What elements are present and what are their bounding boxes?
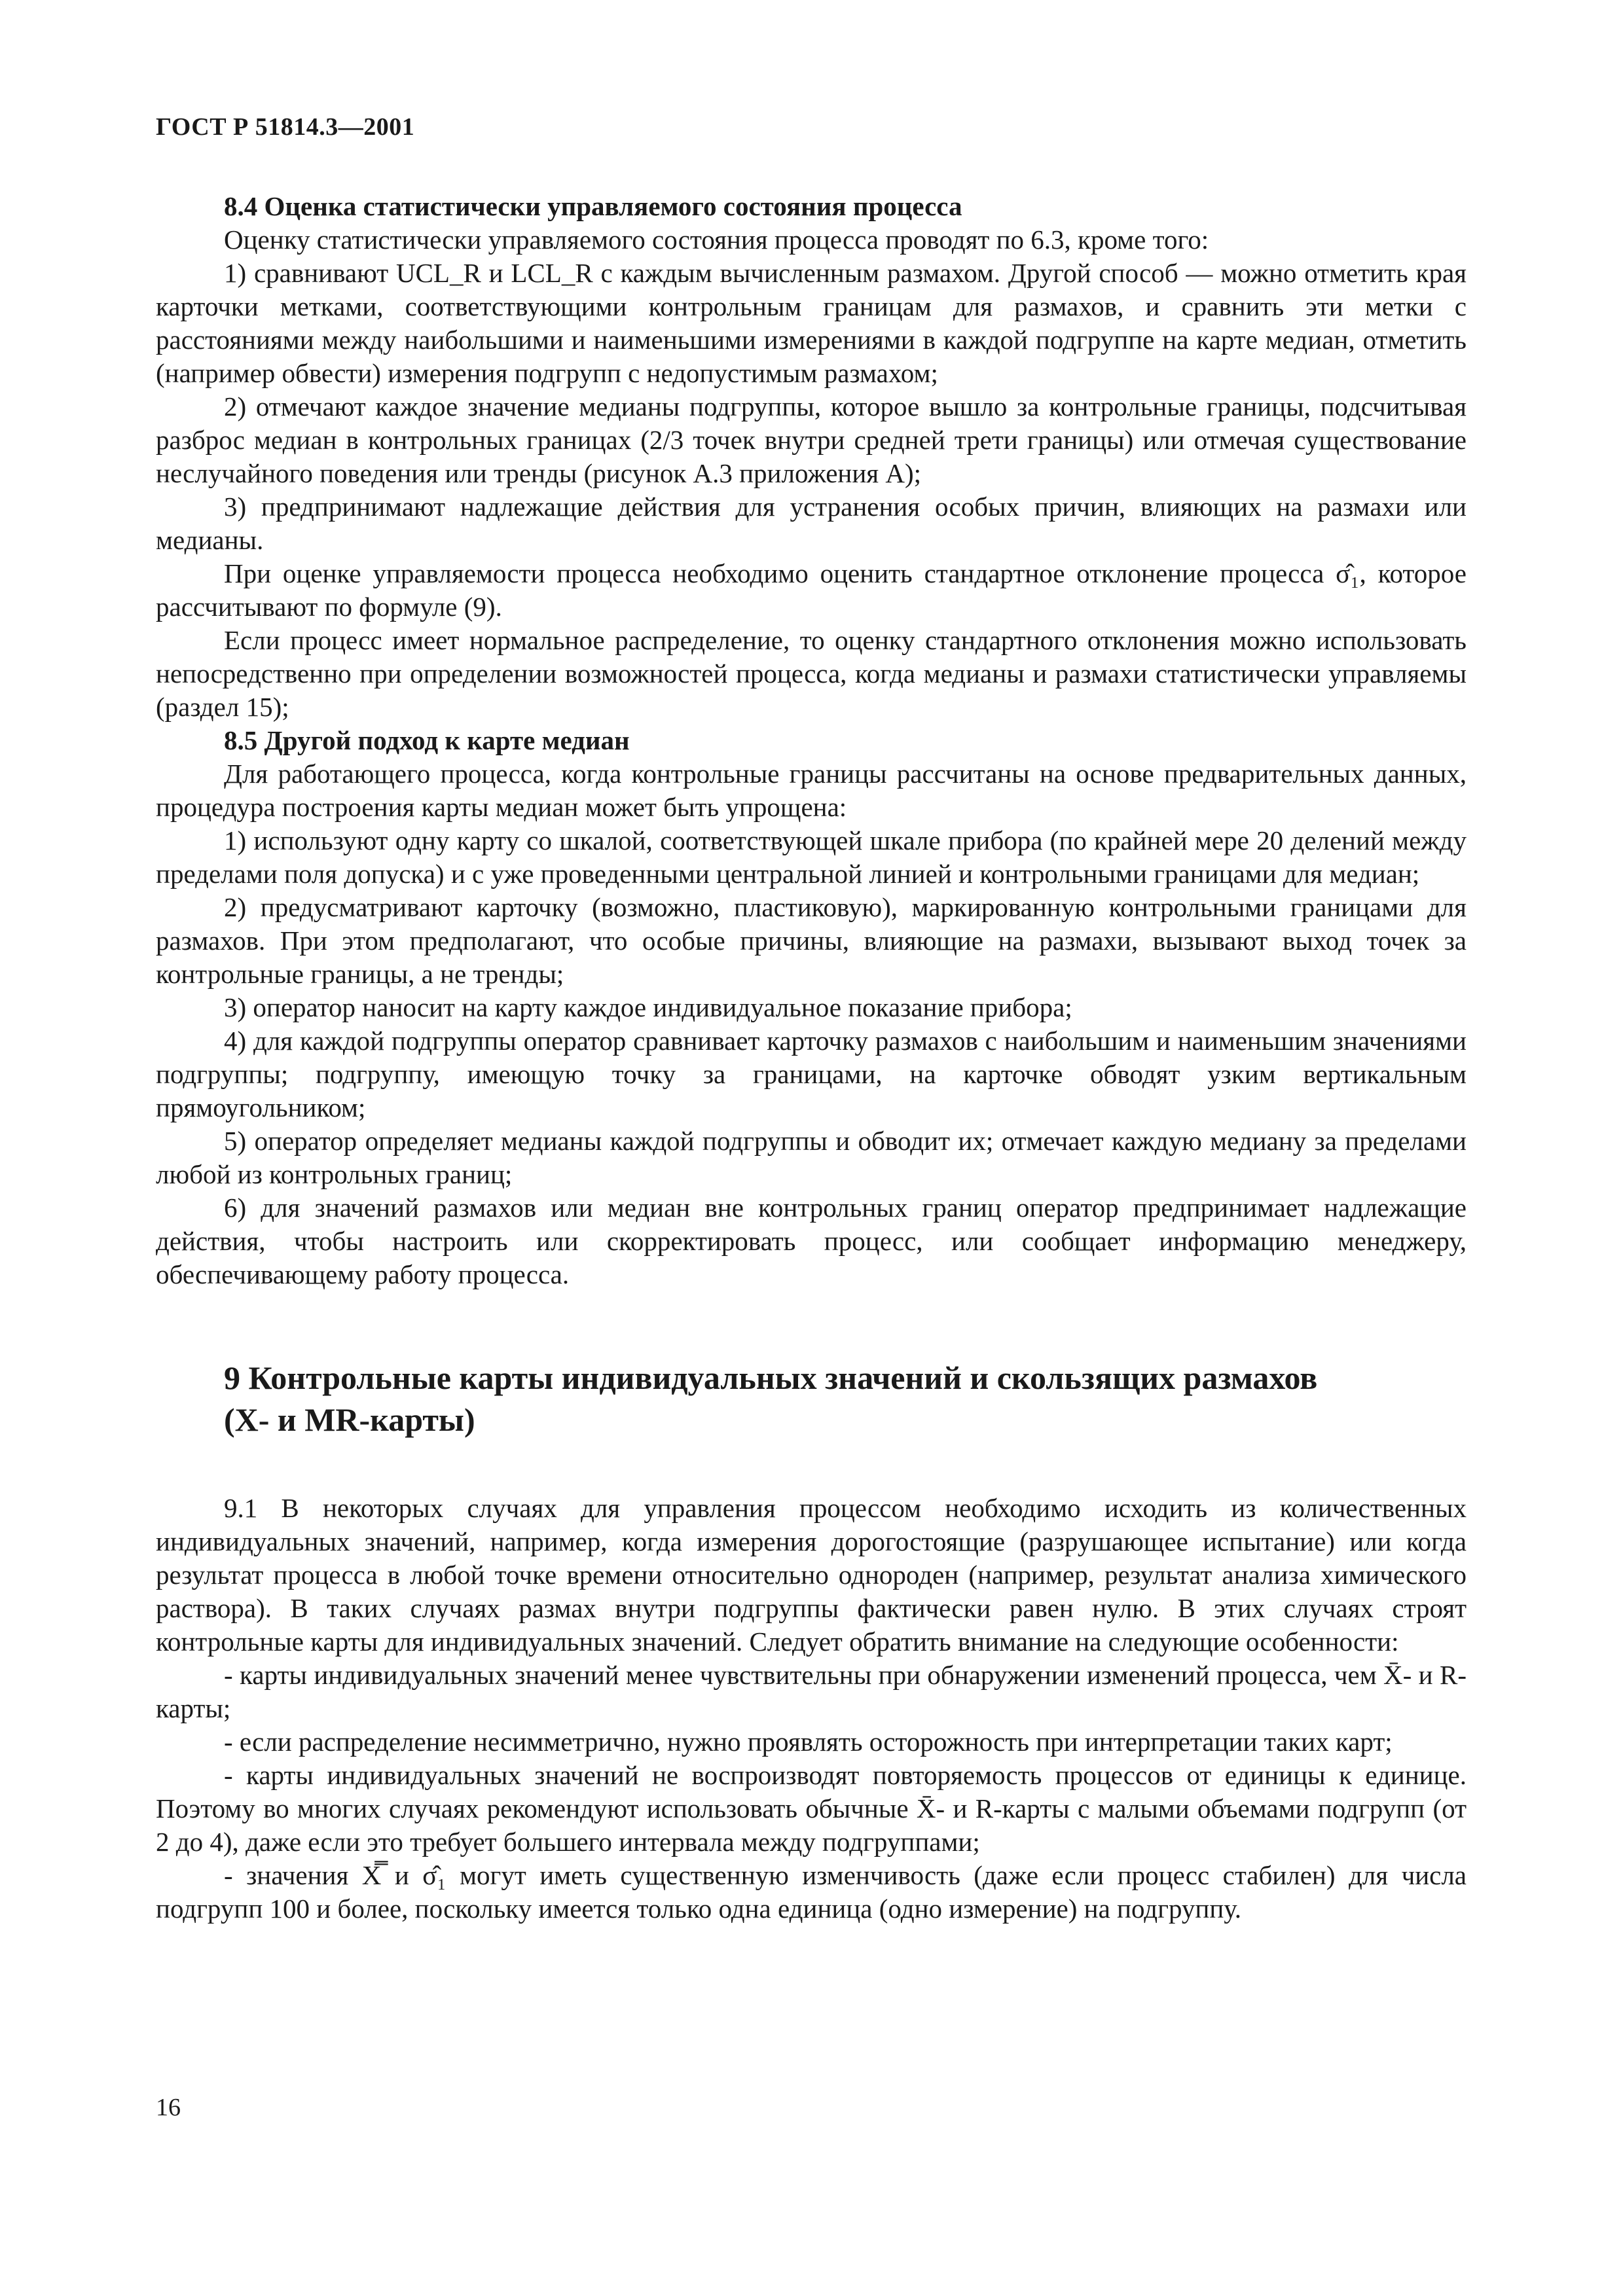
section-9-list-item: - карты индивидуальных значений не воспроизводят повторяемость процессов от единицы к единице. Поэтому во многих случаях рекомендуют использовать обычные X̄- и R-карты с малыми объемами подгрупп (от 2 до 4), даже если это требует большего интервала между подгруппами;	[156, 1760, 1467, 1857]
section-9-list-item: - значения X̿ и σ̂₁ могут иметь существенную изменчивость (даже если процесс стабилен) для числа подгрупп 100 и более, поскольку имеется только одна единица (одно измерение) на подгруппу.	[156, 1860, 1467, 1924]
document-body	[156, 190, 1467, 1926]
section-9-title-line1: 9 Контрольные карты индивидуальных значений и скользящих размахов	[224, 1359, 1318, 1396]
section-9-list-item: - если распределение несимметрично, нужно проявлять осторожность при интерпретации таких карт;	[224, 1727, 1393, 1757]
section-8-5-heading: 8.5 Другой подход к карте медиан	[224, 725, 630, 755]
section-9-paragraph: 9.1 В некоторых случаях для управления процессом необходимо исходить из количественных индивидуальных значений, например, когда измерения дорогостоящие (разрушающее испытание) или когда результат процесса в любой точке времени относительно однороден (например, результат анализа химического раствора). В таких случаях размах внутри подгруппы фактически равен нулю. В этих случаях строят контрольные карты для индивидуальных значений. Следует обратить внимание на следующие особенности:	[156, 1493, 1467, 1657]
section-8-4-paragraph: Оценку статистически управляемого состояния процесса проводят по 6.3, кроме того:	[224, 224, 1209, 255]
section-8-4-paragraph: При оценке управляемости процесса необходимо оценить стандартное отклонение процесса σ̂₁, которое рассчитывают по формуле (9).	[156, 558, 1467, 622]
section-9-title-line2: (X- и MR-карты)	[224, 1401, 475, 1438]
section-9-list-item: - карты индивидуальных значений менее чувствительны при обнаружении изменений процесса, чем X̄- и R-карты;	[156, 1660, 1467, 1723]
section-8-5-paragraph: 3) оператор наносит на карту каждое индивидуальное показание прибора;	[224, 992, 1072, 1022]
section-8-4-paragraph: 2) отмечают каждое значение медианы подгруппы, которое вышло за контрольные границы, подсчитывая разброс медиан в контрольных границах (2/3 точек внутри средней трети границы) или отмечая существование неслучайного поведения или тренды (рисунок А.3 приложения А);	[156, 391, 1467, 488]
section-8-4-paragraph: 3) предпринимают надлежащие действия для устранения особых причин, влияющих на размахи или медианы.	[156, 492, 1467, 555]
section-9-title	[224, 1357, 1467, 1441]
section-8-5-paragraph: 2) предусматривают карточку (возможно, пластиковую), маркированную контрольными границами для размахов. При этом предполагают, что особые причины, влияющие на размахи, вызывают выход точек за контрольные границы, а не тренды;	[156, 892, 1467, 989]
section-8-5-paragraph: 1) используют одну карту со шкалой, соответствующей шкале прибора (по крайней мере 20 делений между пределами поля допуска) и с уже проведенными центральной линией и контрольными границами для медиан;	[156, 825, 1467, 889]
document-header: ГОСТ Р 51814.3—2001	[156, 113, 415, 141]
section-8-4-paragraph: 1) сравнивают UCL_R и LCL_R с каждым вычисленным размахом. Другой способ — можно отметить края карточки метками, соответствующими контрольным границам для размахов, и сравнить эти метки с расстояниями между наибольшими и наименьшими измерениями в каждой подгруппе на карте медиан, отметить (например обвести) измерения подгрупп с недопустимым размахом;	[156, 258, 1467, 388]
section-8-4-paragraph: Если процесс имеет нормальное распределение, то оценку стандартного отклонения можно использовать непосредственно при определении возможностей процесса, когда медианы и размахи статистически управляемы (раздел 15);	[156, 625, 1467, 722]
section-8-5-paragraph: 4) для каждой подгруппы оператор сравнивает карточку размахов с наибольшим и наименьшим значениями подгруппы; подгруппу, имеющую точку за границами, на карточке обводят узким вертикальным прямоугольником;	[156, 1026, 1467, 1122]
section-8-4-heading: 8.4 Оценка статистически управляемого состояния процесса	[224, 191, 962, 221]
page-number: 16	[156, 2094, 181, 2121]
section-8-5-paragraph: Для работающего процесса, когда контрольные границы рассчитаны на основе предварительных данных, процедура построения карты медиан может быть упрощена:	[156, 759, 1467, 822]
spacer	[156, 1441, 1467, 1492]
section-8-5-paragraph: 6) для значений размахов или медиан вне контрольных границ оператор предпринимает надлежащие действия, чтобы настроить или скорректировать процесс, или сообщает информацию менеджеру, обеспечивающему работу процесса.	[156, 1193, 1467, 1289]
section-8-5-paragraph: 5) оператор определяет медианы каждой подгруппы и обводит их; отмечает каждую медиану за пределами любой из контрольных границ;	[156, 1126, 1467, 1189]
